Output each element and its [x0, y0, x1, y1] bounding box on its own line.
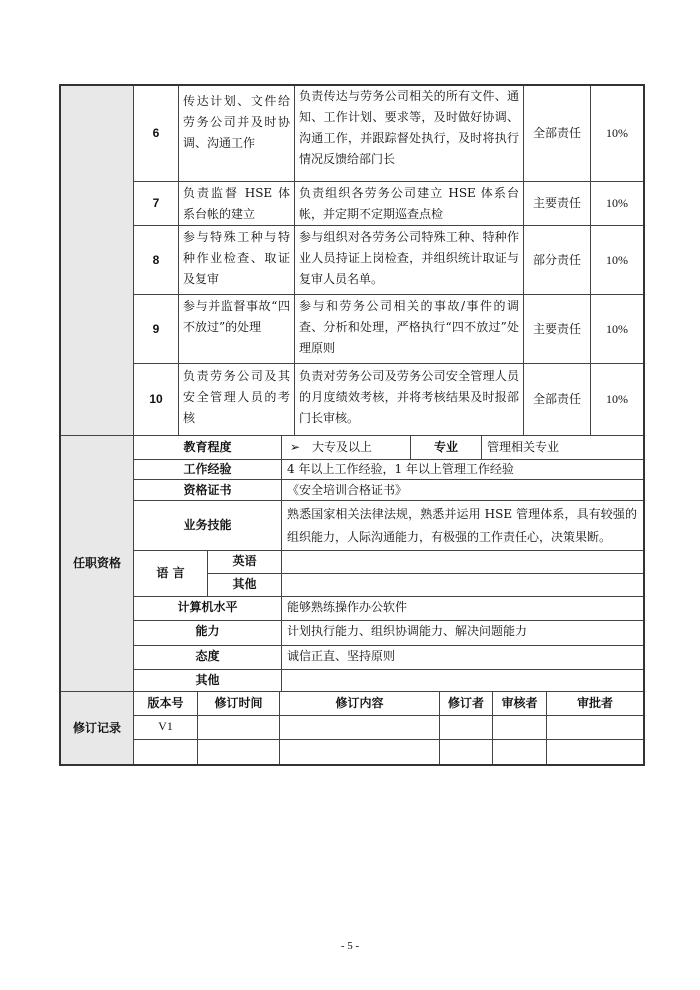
duty-weight: 10%	[606, 392, 628, 406]
duty-description: 参与组织对各劳务公司特殊工种、特种作业人员持证上岗检查，并组织统计取证与复审人员名单。	[299, 230, 519, 286]
other-language-label: 其他	[232, 577, 257, 591]
education-value: 大专及以上	[312, 440, 373, 454]
skills-label: 业务技能	[183, 518, 232, 532]
duty-weight: 10%	[606, 321, 628, 336]
computer-skill-label: 计算机水平	[177, 600, 238, 614]
duty-description: 参与和劳务公司相关的事故/事件的调查、分析和处理，严格执行“四不放过”处理原则	[299, 299, 519, 355]
duty-weight: 10%	[606, 196, 628, 210]
certificate-value: 《安全培训合格证书》	[287, 483, 408, 497]
revision-header-content: 修订内容	[335, 696, 384, 710]
duty-item: 负责监督 HSE 体系台帐的建立	[183, 186, 290, 221]
computer-skill-value: 能够熟练操作办公软件	[287, 600, 408, 614]
revision-section-label: 修订记录	[72, 720, 121, 735]
duty-number: 7	[152, 196, 160, 210]
major-value: 管理相关专业	[487, 440, 560, 454]
job-description-table	[59, 84, 645, 766]
experience-value: 4 年以上工作经验，1 年以上管理工作经验	[287, 462, 514, 476]
duty-responsibility: 全部责任	[532, 126, 581, 140]
major-label: 专业	[433, 440, 458, 454]
duty-item: 参与并监督事故“四不放过”的处理	[183, 299, 290, 334]
other-label: 其他	[195, 673, 220, 687]
duty-responsibility: 主要责任	[532, 321, 581, 336]
duty-description: 负责组织各劳务公司建立 HSE 体系台帐，并定期不定期巡查点检	[299, 186, 519, 221]
qualification-section-label: 任职资格	[72, 556, 121, 570]
certificate-label: 资格证书	[183, 483, 232, 497]
ability-value: 计划执行能力、组织协调能力、解决问题能力	[287, 624, 528, 638]
arrow-bullet-icon: ➢	[290, 440, 301, 454]
revision-header-reviewer: 审核者	[501, 696, 538, 710]
revision-header-reviser: 修订者	[447, 696, 484, 710]
duty-item: 传达计划、文件给劳务公司并及时协调、沟通工作	[183, 94, 290, 150]
experience-label: 工作经验	[183, 462, 232, 476]
duty-description: 负责传达与劳务公司相关的所有文件、通知、工作计划、要求等，及时做好协调、沟通工作，并跟踪督处执行，及时将执行情况反馈给部门长	[299, 89, 519, 166]
revision-header-version: 版本号	[147, 696, 184, 710]
revision-version: V1	[158, 719, 173, 733]
revision-header-time: 修订时间	[214, 696, 263, 710]
revision-header-approver: 审批者	[576, 696, 613, 710]
duty-responsibility: 部分责任	[532, 252, 581, 267]
duty-responsibility: 全部责任	[532, 392, 581, 406]
language-label: 语 言	[156, 566, 185, 580]
skills-value: 熟悉国家相关法律法规，熟悉并运用 HSE 管理体系，具有较强的组织能力，人际沟通能力，有极强的工作责任心，决策果断。	[287, 507, 637, 544]
duty-description: 负责对劳务公司及劳务公司安全管理人员的月度绩效考核，并将考核结果及时报部门长审核。	[299, 369, 519, 425]
duty-responsibility: 主要责任	[532, 196, 581, 210]
page-number: - 5 -	[340, 940, 360, 952]
duty-number: 9	[152, 321, 160, 336]
ability-label: 能力	[195, 624, 220, 638]
duty-weight: 10%	[606, 126, 628, 140]
education-label: 教育程度	[183, 440, 232, 454]
attitude-value: 诚信正直、坚持原则	[287, 649, 396, 663]
duty-number: 8	[152, 252, 160, 267]
duty-item: 参与特殊工种与特种作业检查、取证及复审	[183, 230, 290, 286]
duty-number: 6	[152, 126, 160, 140]
duty-item: 负责劳务公司及其安全管理人员的考核	[183, 369, 290, 425]
attitude-label: 态度	[195, 649, 220, 663]
english-label: 英语	[232, 554, 257, 568]
duty-weight: 10%	[606, 252, 628, 267]
duty-number: 10	[149, 392, 163, 406]
